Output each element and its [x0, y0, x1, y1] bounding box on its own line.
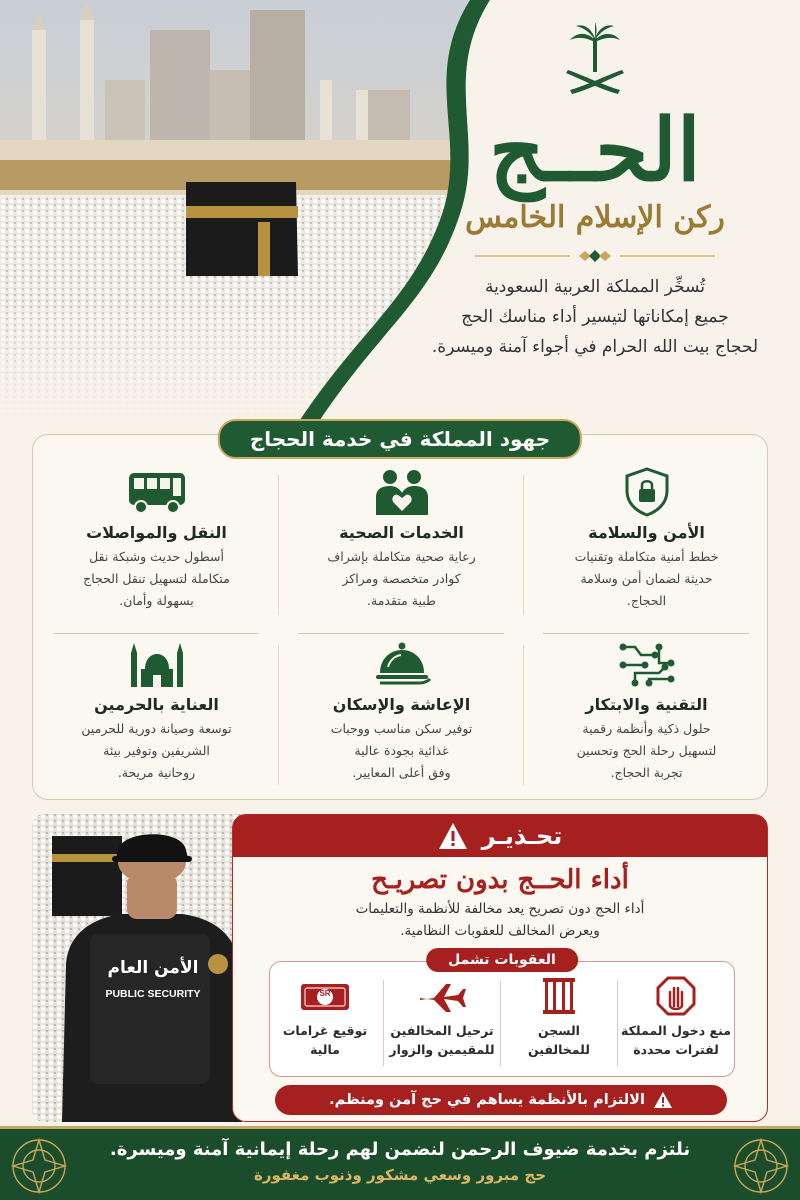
penalty-entry-ban: [618, 976, 734, 1076]
footer-ornament-icon: [6, 1133, 72, 1199]
effort-desc: [291, 546, 512, 612]
page-subtitle: ركن الإسلام الخامس: [465, 200, 725, 236]
effort-desc-line: الشريفين وتوفير بيئة: [103, 742, 210, 758]
effort-desc: [46, 546, 267, 612]
effort-desc-line: حلول ذكية وأنظمة رقمية: [582, 721, 711, 736]
stop-hand-icon: [648, 976, 704, 1016]
warning-title: أداء الحــج بدون تصريـح: [371, 865, 629, 895]
vest-label: [98, 958, 208, 1000]
penalty-label-line: توقيع غرامات: [282, 1023, 368, 1038]
penalty-label-line: منع دخول المملكة: [621, 1023, 731, 1038]
effort-desc-line: توسعة وصيانة دورية للحرمين: [81, 721, 232, 736]
effort-desc-line: أسطول حديث وشبكة نقل: [89, 549, 224, 564]
effort-health: [279, 465, 524, 630]
prison-bars-icon: [531, 976, 587, 1016]
footer: [0, 1126, 800, 1200]
warning-text-line: ويعرض المخالف للعقوبات النظامية.: [400, 922, 600, 939]
effort-desc-line: تجربة الحجاج.: [610, 764, 683, 780]
effort-two-mosques: [34, 637, 279, 802]
circuit-tech-icon: [615, 639, 679, 689]
effort-title: العناية بالحرمين: [94, 695, 219, 714]
effort-desc-line: متكاملة لتسهيل تنقل الحجاج: [83, 570, 230, 586]
effort-desc-line: رعاية صحية متكاملة بإشراف: [327, 549, 476, 564]
effort-desc-line: غذائية بجودة عالية: [354, 742, 449, 758]
effort-desc-line: روحانية مريحة.: [117, 764, 196, 780]
shield-lock-icon: [615, 467, 679, 517]
warning-text: [233, 899, 767, 942]
page-title: الحــج: [489, 100, 701, 201]
effort-desc: [46, 718, 267, 784]
efforts-heading: جهود المملكة في خدمة الحجاج: [218, 419, 582, 459]
effort-desc-line: لتسهيل رحلة الحج وتحسين: [576, 742, 717, 758]
penalty-label: [618, 1022, 734, 1060]
penalty-label-line: لفترات محددة: [633, 1041, 719, 1057]
penalty-label-line: ترحيل المخالفين: [390, 1023, 494, 1038]
effort-catering: [279, 637, 524, 802]
effort-desc-line: توفير سكن مناسب ووجبات: [330, 721, 473, 736]
warning-label: تحـذيـر: [481, 822, 563, 850]
saudi-emblem-icon: [560, 20, 630, 100]
effort-desc-line: الحجاج.: [626, 592, 667, 608]
effort-title: التقنية والابتكار: [585, 695, 708, 714]
hero-desc-line: جميع إمكاناتها لتيسير أداء مناسك الحج: [461, 307, 729, 328]
footer-ornament-icon: [728, 1133, 794, 1199]
effort-title: الأمن والسلامة: [588, 523, 705, 542]
hero-description: [430, 273, 760, 362]
vest-label-en: PUBLIC SECURITY: [105, 988, 201, 1000]
effort-desc-line: حديثة لضمان أمن وسلامة: [580, 570, 713, 586]
vest-label-ar: الأمن العام: [107, 958, 199, 978]
effort-desc-line: طبية متقدمة.: [367, 592, 436, 608]
warning-triangle-icon: [653, 1091, 673, 1109]
effort-title: الخدمات الصحية: [339, 523, 464, 542]
commitment-banner: [275, 1085, 727, 1115]
effort-transport: [34, 465, 279, 630]
effort-desc-line: كوادر متخصصة ومراكز: [342, 570, 461, 586]
footer-line-1: نلتزم بخدمة ضيوف الرحمن لنضمن لهم رحلة إيمانية آمنة وميسرة.: [109, 1139, 691, 1160]
medical-care-icon: [370, 467, 434, 517]
penalties-box: [269, 952, 735, 1077]
penalty-deportation: [384, 976, 500, 1076]
penalty-prison: [501, 976, 617, 1076]
penalty-label-line: السجن: [538, 1023, 580, 1038]
penalty-label: [501, 1022, 617, 1060]
penalty-label: [384, 1022, 500, 1060]
effort-title: الإعاشة والإسكان: [332, 695, 471, 714]
commitment-text: الالتزام بالأنظمة يساهم في حج آمن ومنظم.: [329, 1092, 645, 1108]
penalty-fines: [267, 976, 383, 1076]
warning-section: [32, 814, 768, 1122]
penalty-label: [267, 1022, 383, 1060]
effort-desc-line: خطط أمنية متكاملة وتقنيات: [574, 549, 719, 564]
airplane-icon: [414, 976, 470, 1016]
warning-header: [233, 815, 767, 857]
effort-tech: [524, 637, 769, 802]
hero-section: [0, 0, 800, 420]
penalty-label-line: للمخالفين: [528, 1041, 590, 1057]
penalty-label-line: للمقيمين والزوار: [389, 1041, 495, 1057]
effort-desc: [536, 546, 757, 612]
footer-line-2: حج مبرور وسعي مشكور وذنوب مغفورة: [253, 1166, 547, 1184]
effort-title: النقل والمواصلات: [86, 523, 227, 542]
effort-security: [524, 465, 769, 630]
efforts-section: [32, 427, 768, 800]
effort-desc-line: وفق أعلى المعايير.: [352, 764, 451, 780]
penalties-heading: العقوبات تشمل: [426, 948, 578, 972]
sr-badge: SR: [319, 989, 331, 998]
effort-desc: [536, 718, 757, 784]
effort-desc: [291, 718, 512, 784]
hero-text-block: [430, 20, 760, 363]
bus-icon: [125, 467, 189, 517]
divider-ornament: [475, 249, 715, 263]
food-cloche-icon: [370, 639, 434, 689]
mosque-icon: [125, 639, 189, 689]
efforts-grid: [33, 465, 769, 795]
hero-desc-line: لحجاج بيت الله الحرام في أجواء آمنة وميسرة.: [431, 336, 759, 357]
effort-desc-line: بسهولة وأمان.: [119, 592, 194, 608]
warning-text-line: أداء الحج دون تصريح يعد مخالفة للأنظمة والتعليمات: [355, 901, 645, 917]
hero-desc-line: تُسخِّر المملكة العربية السعودية: [484, 277, 706, 298]
penalty-label-line: مالية: [310, 1041, 340, 1057]
warning-panel: [232, 814, 768, 1122]
warning-triangle-icon: [438, 822, 468, 850]
